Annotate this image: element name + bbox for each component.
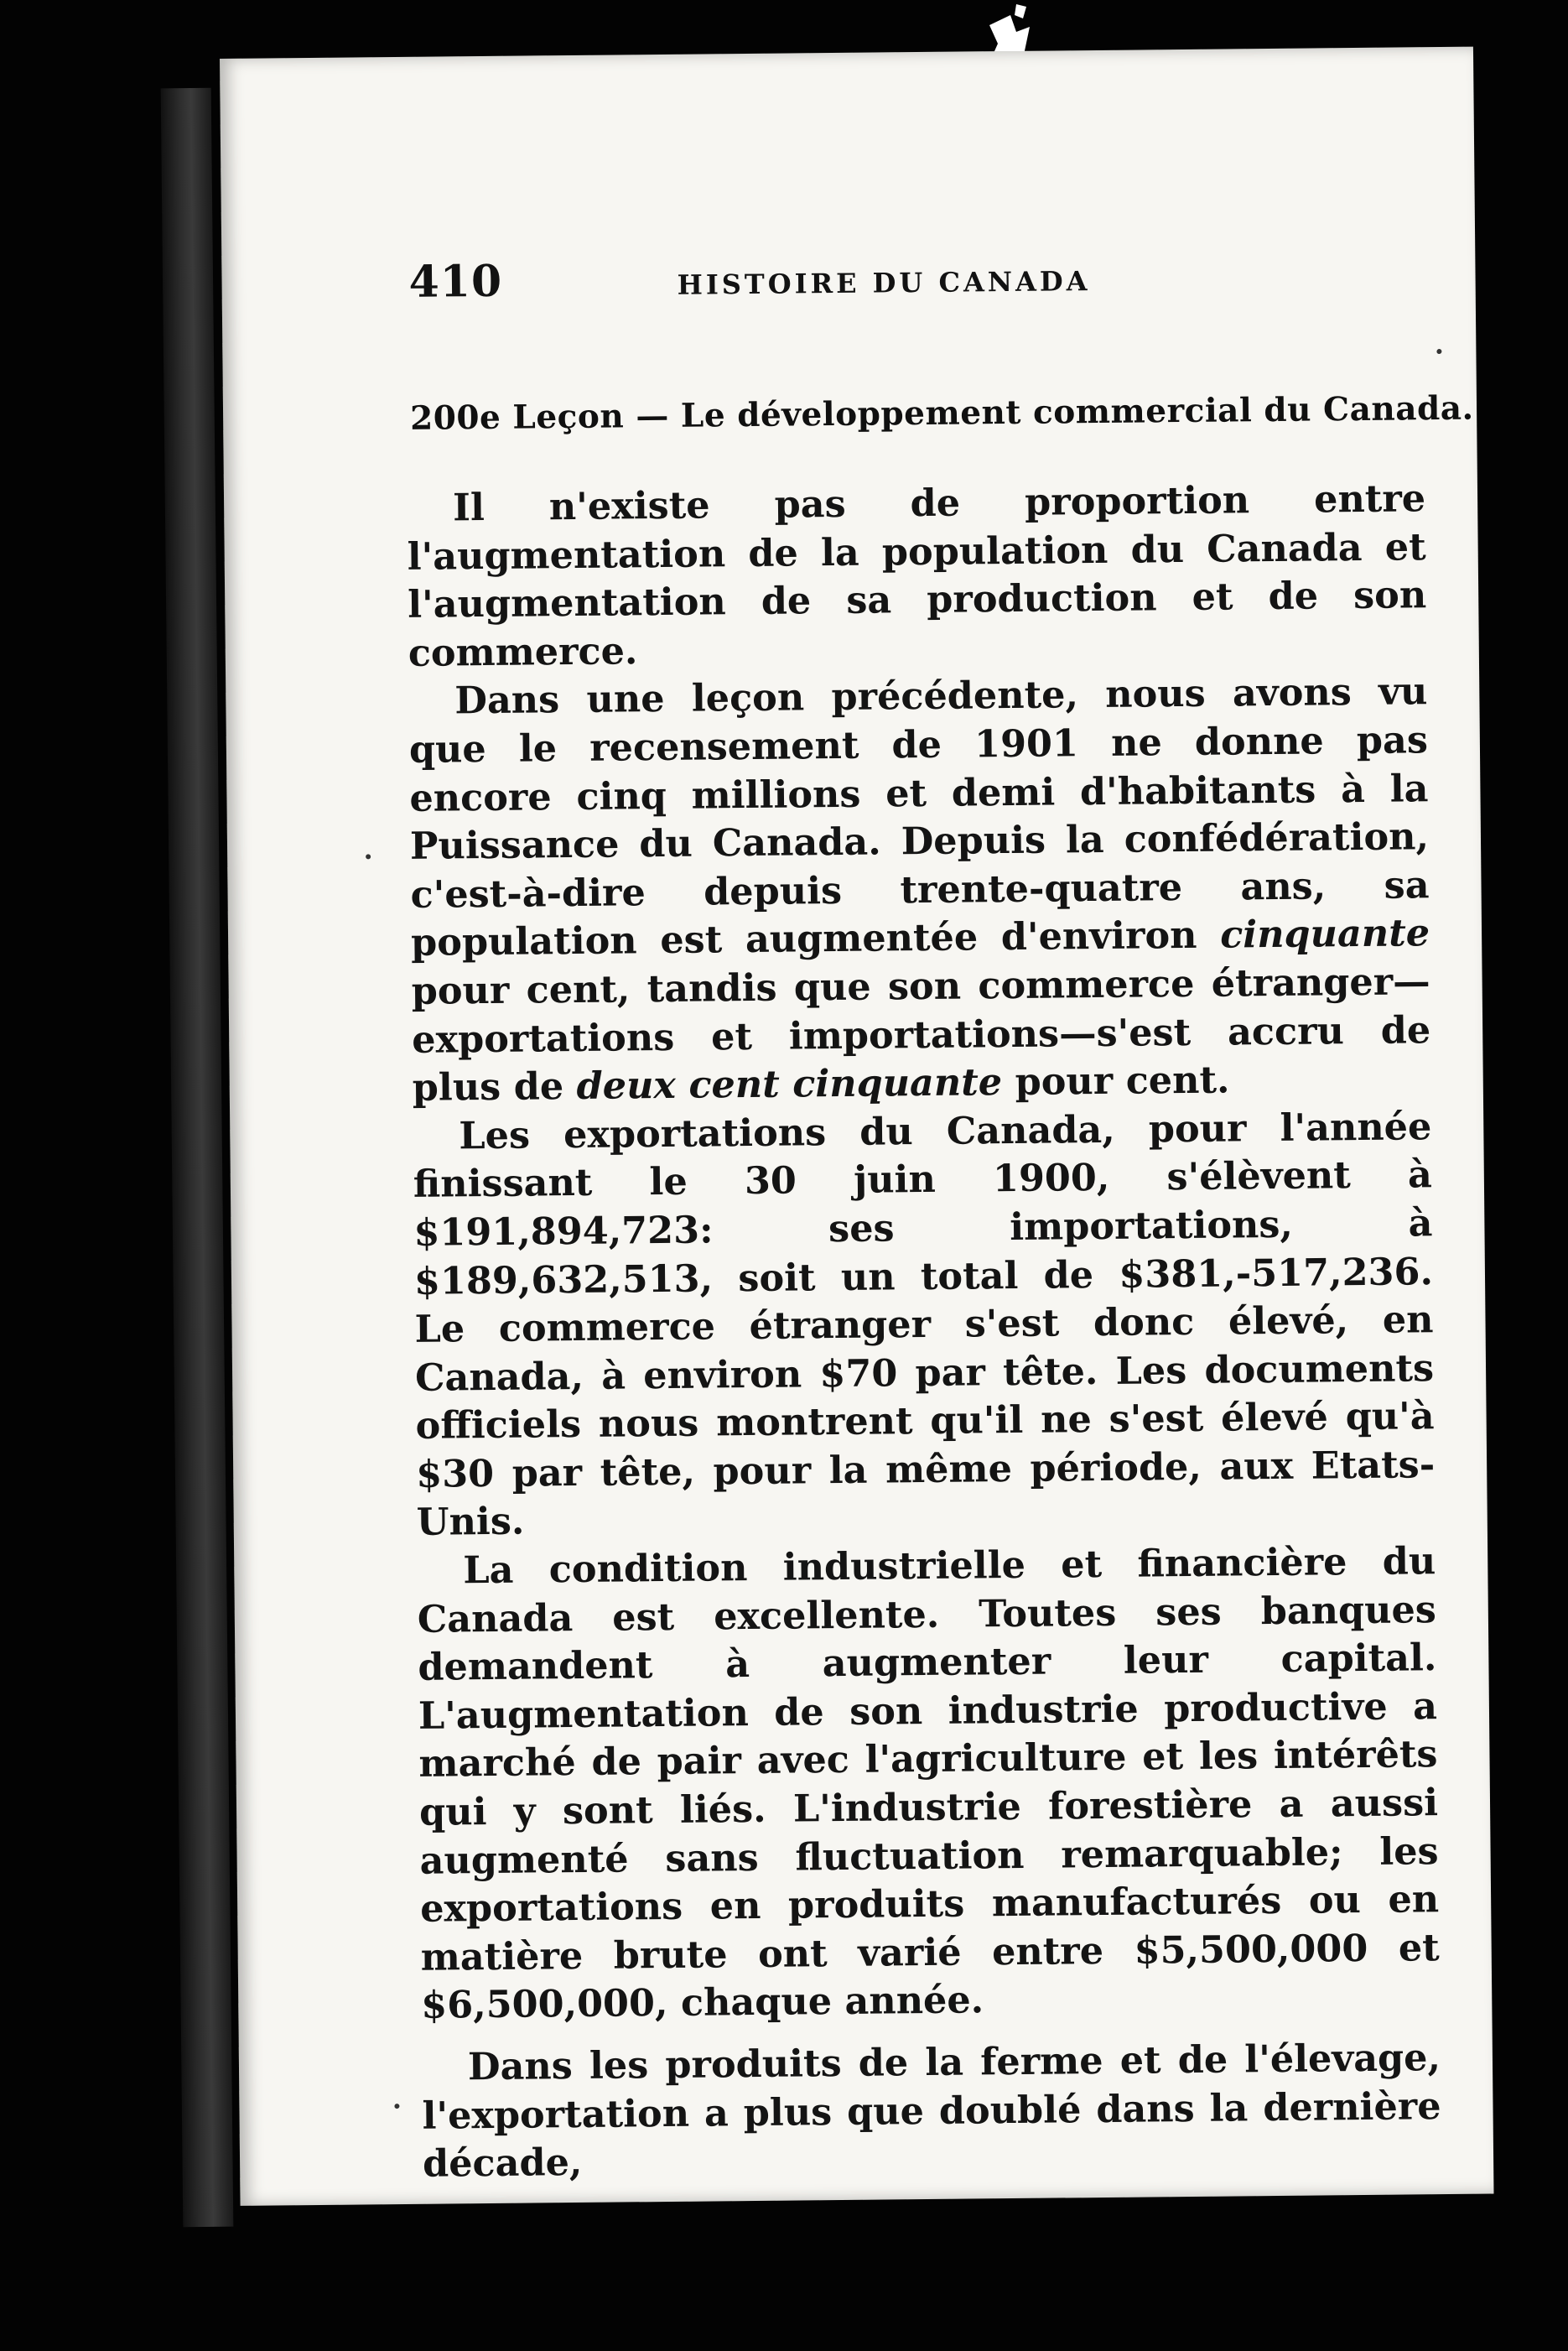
running-title: HISTOIRE DU CANADA xyxy=(677,265,1091,301)
book-page xyxy=(220,47,1494,2206)
paragraph-4: La condition industrielle et financière du Canada est excellente. Toutes ses banques demandent à augmenter leur capital. L'augmentation de son industrie productive a marché de pair avec l'agriculture et les intérêts qui y sont liés. L'industrie forestière a aussi augmenté sans fluctuation remarquable; les exportations en produits manufacturés ou en matière brute ont varié entre $5,500,000 et $6,500,000, chaque année. xyxy=(417,1539,1440,2028)
paragraph-2-text-a: Dans une leçon précédente, nous avons vu que le recensement de 1901 ne donne pas encore cinq millions et demi d'habitants à la Puissance du Canada. Depuis la confédération, c'est-à-dire depuis trente-quatre ans, sa population est augmentée d'environ xyxy=(408,669,1430,965)
paragraph-3: Les exportations du Canada, pour l'année finissant le 30 juin 1900, s'élèvent à $191,894,723: ses importations, à $189,632,513, soit un total de $381,-517,236. Le commerce étranger s'est donc élevé, en Canada, à environ $70 par tête. Les documents officiels nous montrent qu'il ne s'est élevé qu'à $30 par tête, pour la même période, aux Etats-Unis. xyxy=(413,1104,1436,1545)
speck-mark xyxy=(394,2104,399,2109)
paragraph-2 xyxy=(408,668,1431,1113)
paragraph-2-text-c: pour cent. xyxy=(1001,1058,1230,1105)
page-header xyxy=(408,247,1415,324)
body-text xyxy=(407,475,1441,2188)
paragraph-2-italic-1: cinquante xyxy=(1219,911,1430,957)
paragraph-5: Dans les produits de la ferme et de l'élevage, l'exportation a plus que doublé dans la dernière décade, xyxy=(422,2036,1441,2186)
paragraph-1: Il n'existe pas de proportion entre l'augmentation de la population du Canada et l'augmentation de sa production et de son commerce. xyxy=(407,476,1427,675)
paragraph-2-text-b: pour cent, tandis que son commerce étranger—exportations et importations—s'est accru de plus de xyxy=(411,960,1431,1110)
page-number: 410 xyxy=(408,255,503,308)
speck-mark xyxy=(1436,349,1441,354)
lesson-heading: 200e Leçon — Le développement commercial du Canada. xyxy=(409,388,1474,438)
paragraph-2-italic-2: deux cent cinquante xyxy=(576,1060,1003,1109)
speck-mark xyxy=(366,854,371,859)
